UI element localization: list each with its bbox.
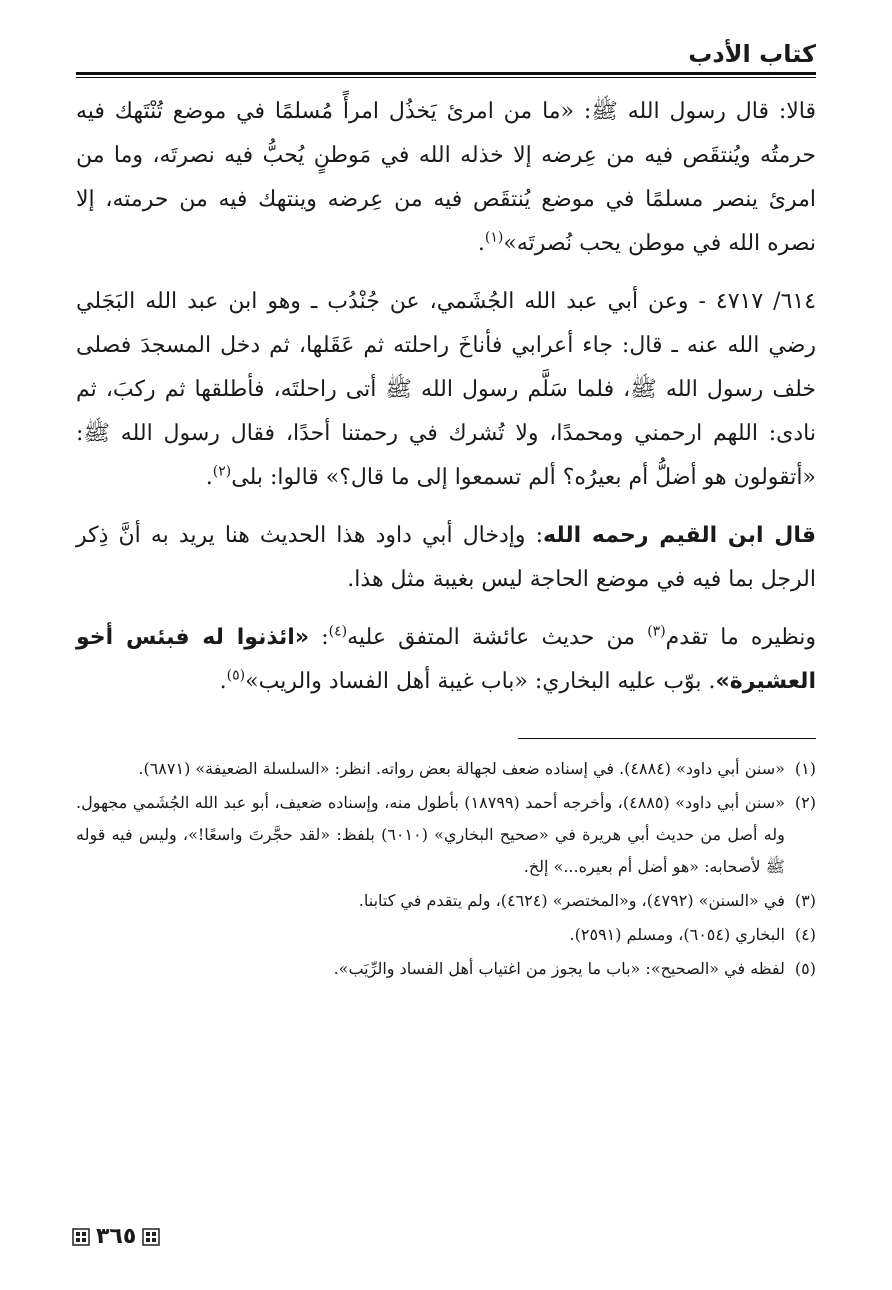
paragraph-nazir [76,616,816,704]
paragraph-lead: قال ابن القيم رحمه الله [543,523,816,548]
paragraph-text: : وإدخال أبي داود هذا الحديث هنا يريد به أنَّ ذِكر الرجل بما فيه في موضع الحاجة ليس بغيبة مثل هذا. [76,523,816,592]
footnote-separator [518,738,816,739]
paragraph-tail: . [219,669,227,694]
footnote-text: لفظه في «الصحيح»: «باب ما يجوز من اغتياب أهل الفساد والرِّيَب». [333,959,785,978]
footnote-marker: (٤) [328,623,348,640]
header-rule-thin [76,77,816,78]
footnote-text: في «السنن» (٤٧٩٢)، و«المختصر» (٤٦٢٤)، ولم يتقدم في كتابنا. [358,891,785,910]
paragraph-text-c: : [309,625,329,650]
paragraph-tail: . [477,231,485,256]
header-rule-thick [76,72,816,75]
footnote [76,885,816,917]
footnote [76,787,816,883]
header-title: كتاب الأدب [688,40,816,68]
ornament-icon [142,1228,160,1246]
paragraph-tail: . [205,465,213,490]
paragraph-text: قالا: قال رسول الله ﷺ: «ما من امرئ يَخذُل امرأً مُسلمًا في موضع تُنْتَهك فيه حرمتُه ويُنتقَص فيه من عِرضه إلا خذله الله في مَوطنٍ يُحبُّ فيه نصرتَه، وما من امرئ ينصر مسلمًا في موضع يُنتقَص فيه من عِرضه وينتهك فيه من حرمته، إلا نصره الله في موطن يحب نُصرتَه» [76,99,816,256]
footnote-text: «سنن أبي داود» (٤٨٨٤). في إسناده ضعف لجهالة بعض رواته. انظر: «السلسلة الضعيفة» (٦٨٧١). [138,759,785,778]
page-number-block [72,1224,160,1249]
paragraph-text-d: . بوّب عليه البخاري: «باب غيبة أهل الفساد والريب» [245,669,716,694]
footnote-number: (٥) [794,959,816,978]
paragraph-text: ٦١٤/ ٤٧١٧ - وعن أبي عبد الله الجُشَمي، عن جُنْدُب ـ وهو ابن عبد الله البَجَلي رضي الله عنه ـ قال: جاء أعرابي فأناخَ راحلته ثم عَقَلها، ثم دخل المسجدَ فصلى خلف رسول الله ﷺ، فلما سَلَّم رسول الله ﷺ أتى راحلتَه، فأطلقها ثم ركبَ، ثم نادى: اللهم ارحمني ومحمدًا، ولا تُشرك في رحمتنا أحدًا، فقال رسول الله ﷺ: «أتقولون هو أضلُّ أم بعيرُه؟ ألم تسمعوا إلى ما قال؟» قالوا: بلى [76,289,817,490]
footnote-text: البخاري (٦٠٥٤)، ومسلم (٢٥٩١). [569,925,785,944]
footnote-number: (١) [794,759,816,778]
footnote [76,919,816,951]
footnote-marker: (٢) [212,463,232,480]
paragraph-hadith-ending [76,90,816,266]
paragraph-bold-quote: «ائذنوا له فبئس أخو العشيرة» [76,625,816,694]
main-text [76,90,816,704]
footnotes [76,753,816,985]
page [76,40,816,987]
paragraph-text-a: ونظيره ما تقدم [665,625,816,650]
footnote-number: (٣) [794,891,816,910]
footnote [76,753,816,785]
page-number: ٣٦٥ [96,1224,137,1249]
paragraph-hadith-jundub [76,280,816,500]
footnote-number: (٤) [794,925,816,944]
footnote-marker: (١) [484,229,504,246]
footnote-marker: (٥) [226,667,246,684]
ornament-icon [72,1228,90,1246]
footnote-number: (٢) [794,793,816,812]
footnote [76,953,816,985]
paragraph-text-b: من حديث عائشة المتفق عليه [347,625,648,650]
running-header [76,40,816,78]
footnote-marker: (٣) [647,623,666,640]
paragraph-ibn-qayyim [76,514,816,602]
footnote-text: «سنن أبي داود» (٤٨٨٥)، وأخرجه أحمد (١٨٧٩٩) بأطول منه، وإسناده ضعيف، أبو عبد الله الجُشَمي مجهول. وله أصل من حديث أبي هريرة في «صحيح البخاري» (٦٠١٠) بلفظ: «لقد حجَّرتَ واسعًا!»، وليس فيه قوله ﷺ لأصحابه: «هو أضل أم بعيره...» إلخ. [76,793,785,876]
